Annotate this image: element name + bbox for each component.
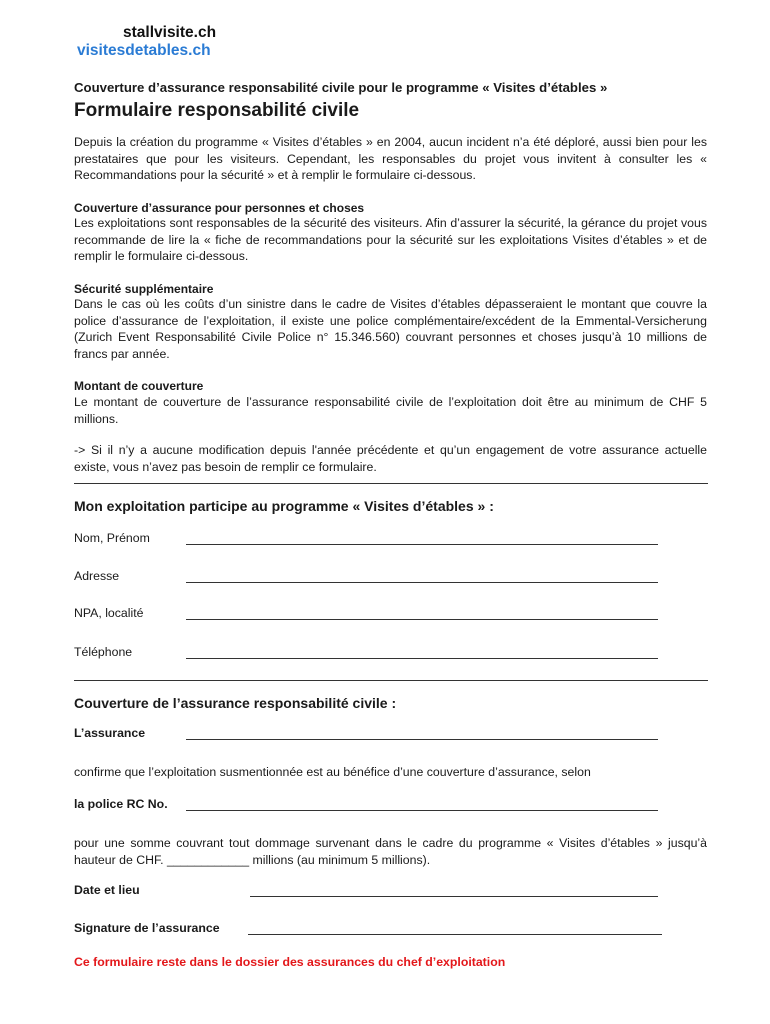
field-row-phone — [74, 645, 708, 663]
section-heading-coverage: Couverture d’assurance pour personnes et choses — [74, 201, 365, 215]
logo-line-1: stallvisite.ch — [123, 24, 217, 41]
field-label-signature: Signature de l’assurance — [74, 921, 220, 935]
field-line-insurer[interactable] — [186, 739, 658, 740]
sum-text — [74, 835, 707, 868]
field-line-address[interactable] — [186, 582, 658, 583]
document-title: Formulaire responsabilité civile — [74, 100, 360, 121]
field-row-insurer — [74, 726, 708, 744]
field-row-address — [74, 569, 708, 587]
field-label-phone: Téléphone — [74, 645, 133, 659]
field-label-locality: NPA, localité — [74, 606, 144, 620]
field-label-insurer: L’assurance — [74, 726, 146, 740]
field-line-date[interactable] — [250, 896, 658, 897]
field-row-locality — [74, 606, 708, 624]
intro-paragraph: Depuis la création du programme « Visites d’étables » en 2004, aucun incident n’a été déploré, aussi bien pour les prestataires que pour les visiteurs. Cependant, les responsables du projet vous invitent à consulter les « Recommandations pour la sécurité » et à remplir le formulaire ci-dessous. — [74, 135, 707, 182]
sum-text-part-1: pour une somme couvrant tout dommage survenant dans le cadre du programme « Visites d’étables » jusqu’à hauteur de CHF. — [74, 836, 707, 867]
field-line-locality[interactable] — [186, 619, 658, 620]
field-label-date: Date et lieu — [74, 883, 140, 897]
divider-2 — [74, 680, 708, 681]
field-row-signature — [74, 921, 708, 939]
divider-1 — [74, 483, 708, 484]
arrow-note: -> Si il n’y a aucune modification depuis l'année précédente et qu’un engagement de votre assurance actuelle existe, vous n’avez pas besoin de remplir ce formulaire. — [74, 443, 707, 474]
field-line-policy[interactable] — [186, 810, 658, 811]
form-section-title-participation: Mon exploitation participe au programme « Visites d’étables » : — [74, 498, 494, 514]
sum-amount-blank[interactable]: ____________ — [166, 852, 250, 867]
logo-line-2: visitesdetables.ch — [77, 42, 211, 59]
section-text-amount: Le montant de couverture de l’assurance responsabilité civile de l’exploitation doit être au minimum de CHF 5 millions. — [74, 395, 707, 426]
document-subtitle: Couverture d’assurance responsabilité civile pour le programme « Visites d’étables » — [74, 80, 608, 95]
section-heading-amount: Montant de couverture — [74, 379, 204, 393]
field-row-date — [74, 883, 708, 901]
section-text-coverage: Les exploitations sont responsables de la sécurité des visiteurs. Afin d’assurer la sécurité, la gérance du projet vous recommande de lire la « fiche de recommandations pour la sécurité sur les exploitations Visites d’étables » et de remplir le formulaire ci-dessous. — [74, 216, 707, 263]
field-label-address: Adresse — [74, 569, 120, 583]
field-line-phone[interactable] — [186, 658, 658, 659]
confirm-text: confirme que l’exploitation susmentionnée est au bénéfice d’une couverture d’assurance, selon — [74, 765, 591, 779]
field-label-policy: la police RC No. — [74, 797, 168, 811]
field-line-signature[interactable] — [248, 934, 662, 935]
field-line-name[interactable] — [186, 544, 658, 545]
sum-text-part-2: millions (au minimum 5 millions). — [252, 852, 431, 867]
section-heading-security: Sécurité supplémentaire — [74, 282, 214, 296]
field-label-name: Nom, Prénom — [74, 531, 150, 545]
logo — [77, 24, 216, 60]
form-section-title-coverage: Couverture de l’assurance responsabilité civile : — [74, 695, 397, 711]
section-text-security: Dans le cas où les coûts d’un sinistre dans le cadre de Visites d’étables dépasseraient le montant que couvre la police d’assurance de l’exploitation, il existe une police complémentaire/excédent de la Emmental-Versicherung (Zurich Event Responsabilité Civile Police n° 15.346.560) couvrant personnes et choses jusqu’à 10 millions de francs par année. — [74, 297, 707, 361]
footer-note: Ce formulaire reste dans le dossier des assurances du chef d’exploitation — [74, 955, 506, 969]
field-row-name — [74, 531, 708, 549]
field-row-policy — [74, 797, 708, 815]
